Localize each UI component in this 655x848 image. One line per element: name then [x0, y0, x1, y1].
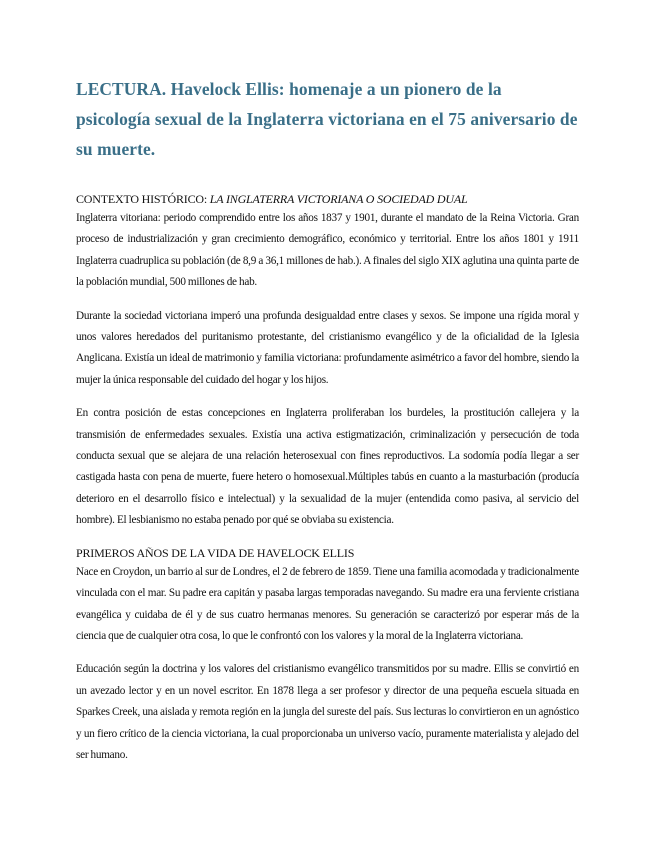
paragraph-sexual-repression: En contra posición de estas concepciones en Inglaterra proliferaban los burdeles, la prostitución callejera y la transmisión de enfermedades sexuales. Existía una activa estigmatización, criminalización y persecución de toda conducta sexual que se alejara de una relación heterosexual con fines reproductivos. La sodomía podía llegar a ser castigada hasta con pena de muerte, fuere hetero o homosexual.Múltiples tabús en cuanto a la masturbación (producía deterioro en el desarrollo físico e intelectual) y la sexualidad de la mujer (entendida como pasiva, al servicio del hombre). El lesbianismo no estaba penado por qué se obviaba su existencia. [76, 407, 579, 527]
paragraph-victorian-england: Inglaterra vitoriana: periodo comprendido entre los años 1837 y 1901, durante el mandato de la Reina Victoria. Gran proceso de industrialización y gran crecimiento demográfico, económico y territorial. Entre los años 1801 y 1911 Inglaterra cuadruplica su población (de 8,9 a 36,1 millones de hab.). A finales del siglo XIX aglutina una quinta parte de la población mundial, 500 millones de hab. [76, 212, 579, 289]
section-heading-early-years: PRIMEROS AÑOS DE LA VIDA DE HAVELOCK ELLIS [76, 545, 355, 560]
paragraph-victorian-society: Durante la sociedad victoriana imperó una profunda desigualdad entre clases y sexos. Se impone una rígida moral y unos valores heredados del puritanismo protestante, del cristianismo evangélico y de la oficialidad de la Iglesia Anglicana. Existía un ideal de matrimonio y familia victoriana: profundamente asimétrico a favor del hombre, siendo la mujer la única responsable del cuidado del hogar y los hijos. [76, 309, 579, 386]
paragraph-education: Educación según la doctrina y los valores del cristianismo evangélico transmitidos por su madre. Ellis se convirtió en un avezado lector y en un novel escritor. En 1878 llega a ser profesor y director de una pequeña escuela situada en Sparkes Creek, una aislada y remota región en la jungla del sureste del país. Sus lecturas lo convirtieron en un agnóstico y un fiero crítico de la ciencia victoriana, la cual proporcionaba un universo vacío, puramente materialista y alejado del ser humano. [76, 663, 579, 761]
document-title: LECTURA. Havelock Ellis: homenaje a un pionero de la psicología sexual de la Inglaterra victoriana en el 75 aniversario de su muerte. [76, 79, 578, 159]
paragraph-birth-family: Nace en Croydon, un barrio al sur de Londres, el 2 de febrero de 1859. Tiene una familia acomodada y tradicionalmente vinculada con el mar. Su padre era capitán y pasaba largas temporadas navegando. Su madre era una ferviente cristiana evangélica y cuidaba de él y de sus cuatro hermanas menores. Su generación se caracterizó por esperar más de la ciencia que de cualquier otra cosa, lo que le confrontó con los valores y la moral de la Inglaterra victoriana. [76, 565, 579, 642]
section-heading-historical-context [76, 190, 579, 208]
section-heading-emphasis: LA INGLATERRA VICTORIANA O SOCIEDAD DUAL [209, 192, 468, 206]
section-heading-prefix: CONTEXTO HISTÓRICO: [76, 192, 210, 206]
